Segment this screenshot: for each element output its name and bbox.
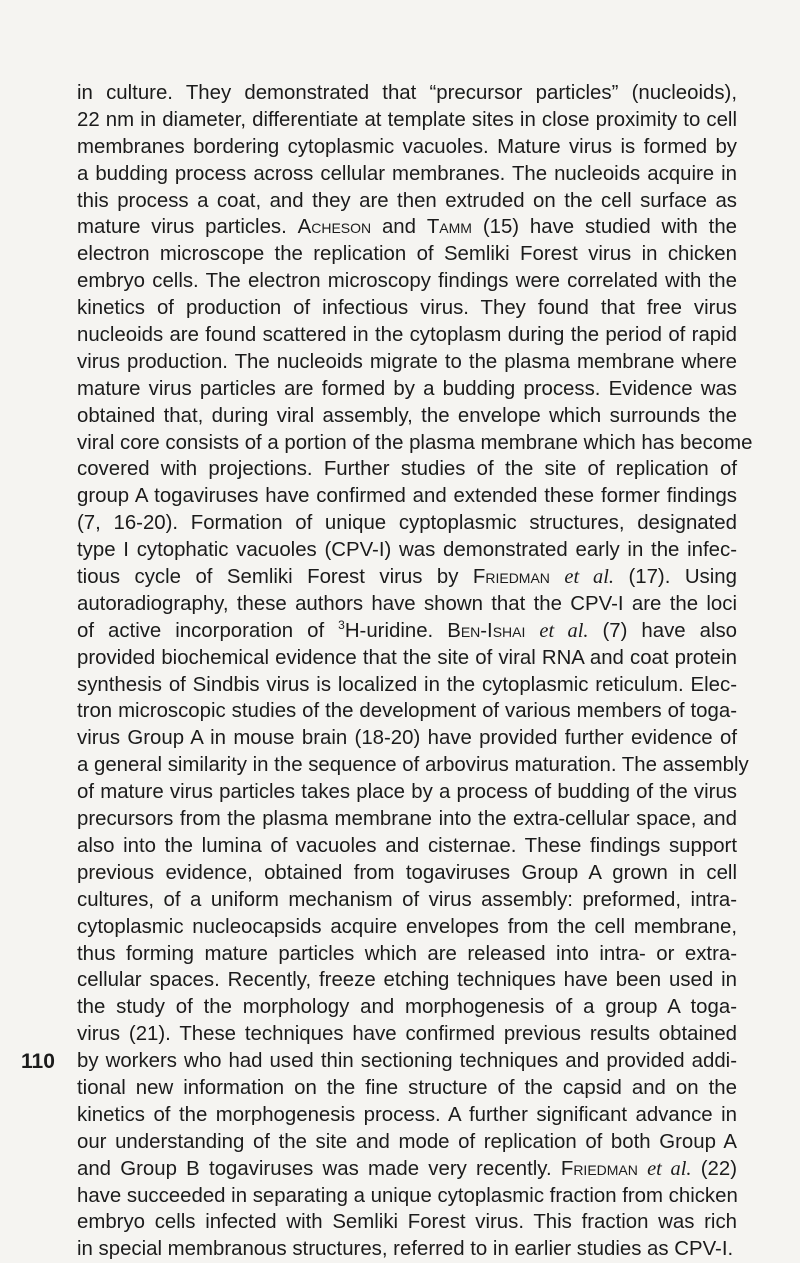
text-fragment: tious cycle of Semliki Forest virus by bbox=[77, 566, 459, 589]
text-line: synthesis of Sindbis virus is localized in the cytoplasmic reticulum. Elec- bbox=[77, 673, 737, 696]
text-line: virus Group A in mouse brain (18-20) have provided further evidence of bbox=[77, 727, 737, 750]
author-name: Friedman bbox=[560, 1157, 638, 1180]
text-line: a general similarity in the sequence of arbovirus maturation. The assembly bbox=[77, 754, 749, 777]
text-line bbox=[77, 564, 737, 591]
text-line: virus (21). These techniques have confirmed previous results obtained bbox=[77, 1023, 737, 1046]
et-al: et al. bbox=[647, 1157, 692, 1180]
text-line: viral core consists of a portion of the plasma membrane which has become bbox=[77, 431, 753, 454]
text-line: 22 nm in diameter, differentiate at template sites in close proximity to cell bbox=[77, 108, 737, 131]
text-line: thus forming mature particles which are released into intra- or extra- bbox=[77, 942, 737, 965]
et-al: et al. bbox=[564, 566, 614, 589]
author-name: Ben-Ishai bbox=[447, 619, 526, 642]
text-line: a budding process across cellular membranes. The nucleoids acquire in bbox=[77, 162, 737, 185]
text-line: nucleoids are found scattered in the cytoplasm during the period of rapid bbox=[77, 324, 737, 347]
text-line bbox=[77, 618, 737, 645]
text-line: have succeeded in separating a unique cytoplasmic fraction from chicken bbox=[77, 1184, 738, 1207]
text-line: precursors from the plasma membrane into the extra-cellular space, and bbox=[77, 808, 737, 831]
body-text bbox=[77, 80, 753, 1263]
text-line: virus production. The nucleoids migrate to the plasma membrane where bbox=[77, 350, 737, 373]
text-line bbox=[77, 1156, 737, 1183]
et-al: et al. bbox=[539, 619, 589, 642]
text-fragment: (7) have also bbox=[602, 619, 738, 642]
author-name: Friedman bbox=[472, 566, 550, 589]
text-line: cultures, of a uniform mechanism of virus assembly: preformed, intra- bbox=[77, 888, 737, 911]
text-fragment: and Group B togaviruses was made very recently. bbox=[77, 1157, 552, 1180]
text-line: group A togaviruses have confirmed and extended these former findings bbox=[77, 485, 737, 508]
author-name: Tamm bbox=[426, 216, 472, 239]
text-line: tron microscopic studies of the development of various members of toga- bbox=[77, 700, 737, 723]
text-line: provided biochemical evidence that the site of viral RNA and coat protein bbox=[77, 646, 737, 669]
text-line: mature virus particles are formed by a budding process. Evidence was bbox=[77, 377, 737, 400]
text-line: embryo cells infected with Semliki Forest virus. This fraction was rich bbox=[77, 1211, 737, 1234]
superscript: 3 bbox=[338, 617, 345, 632]
text-line: electron microscope the replication of Semliki Forest virus in chicken bbox=[77, 243, 737, 266]
text-line: kinetics of production of infectious virus. They found that free virus bbox=[77, 297, 737, 320]
text-line: by workers who had used thin sectioning techniques and provided addi- bbox=[77, 1050, 737, 1073]
text-line: (7, 16-20). Formation of unique cyptoplasmic structures, designated bbox=[77, 512, 737, 535]
text-line: cytoplasmic nucleocapsids acquire envelopes from the cell membrane, bbox=[77, 915, 737, 938]
text-fragment: and bbox=[381, 216, 416, 239]
text-line: type I cytophatic vacuoles (CPV-I) was demonstrated early in the infec- bbox=[77, 539, 737, 562]
text-fragment: H-uridine. bbox=[344, 619, 434, 642]
text-fragment: (17). Using bbox=[628, 566, 737, 589]
text-line: membranes bordering cytoplasmic vacuoles. Mature virus is formed by bbox=[77, 135, 737, 158]
text-line: also into the lumina of vacuoles and cisternae. These findings support bbox=[77, 834, 737, 857]
text-line: our understanding of the site and mode of replication of both Group A bbox=[77, 1130, 737, 1153]
text-line: of mature virus particles takes place by a process of budding of the virus bbox=[77, 781, 737, 804]
text-line: embryo cells. The electron microscopy findings were correlated with the bbox=[77, 270, 737, 293]
text-fragment: (15) have studied with the bbox=[482, 216, 737, 239]
text-line: this process a coat, and they are then extruded on the cell surface as bbox=[77, 189, 737, 212]
text-line: covered with projections. Further studies of the site of replication of bbox=[77, 458, 737, 481]
text-fragment: mature virus particles. bbox=[77, 216, 287, 239]
text-line: the study of the morphology and morphogenesis of a group A toga- bbox=[77, 996, 737, 1019]
text-line bbox=[77, 214, 737, 241]
text-line: tional new information on the fine structure of the capsid and on the bbox=[77, 1076, 737, 1099]
page-number: 110 bbox=[21, 1050, 55, 1073]
text-line: kinetics of the morphogenesis process. A further significant advance in bbox=[77, 1103, 737, 1126]
text-line: in culture. They demonstrated that “precursor particles” (nucleoids), bbox=[77, 82, 737, 104]
text-line: previous evidence, obtained from togaviruses Group A grown in cell bbox=[77, 861, 737, 884]
author-name: Acheson bbox=[297, 216, 372, 239]
text-fragment: of active incorporation of bbox=[77, 619, 325, 642]
text-fragment: (22) bbox=[700, 1157, 737, 1180]
text-line: obtained that, during viral assembly, the envelope which surrounds the bbox=[77, 404, 737, 427]
text-line: cellular spaces. Recently, freeze etching techniques have been used in bbox=[77, 969, 737, 992]
text-line: autoradiography, these authors have shown that the CPV-I are the loci bbox=[77, 592, 737, 615]
text-line: in special membranous structures, referred to in earlier studies as CPV-I. bbox=[77, 1238, 734, 1261]
